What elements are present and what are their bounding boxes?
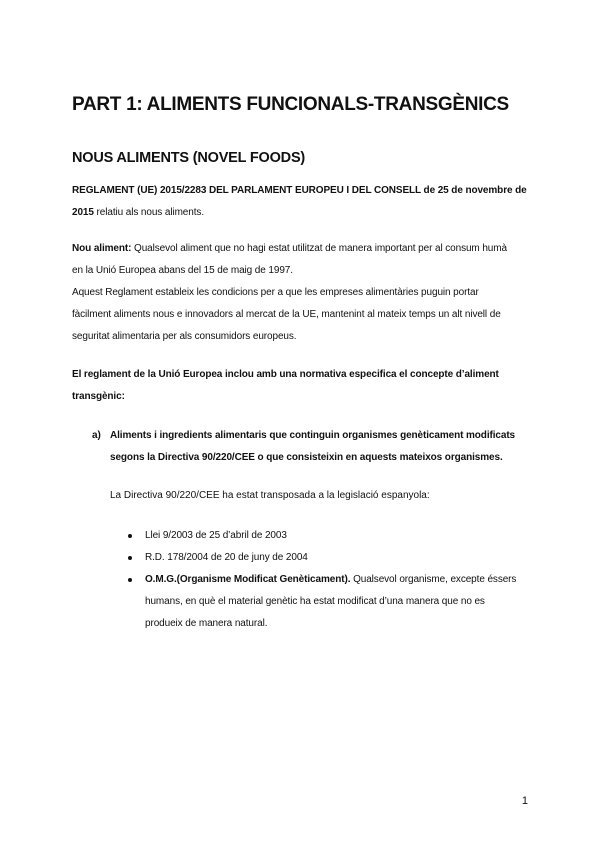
- bullet-dot-icon: [128, 578, 132, 582]
- page-title: PART 1: ALIMENTS FUNCIONALS-TRANSGÈNICS: [72, 94, 509, 115]
- reglament-line-2: [72, 202, 532, 224]
- list-item-line-1: Aliments i ingredients alimentaris que continguin organismes genèticament modificats: [110, 430, 516, 441]
- omg-term: O.M.G.(Organisme Modificat Genèticament).: [145, 574, 351, 585]
- omg-line-1: [145, 569, 516, 591]
- bullet-dot-icon: [128, 534, 132, 538]
- bullet-text: R.D. 178/2004 de 20 de juny de 2004: [145, 552, 308, 563]
- nou-aliment-label: Nou aliment:: [72, 243, 132, 254]
- reglament-year: 2015: [72, 207, 94, 218]
- directiva-note: La Directiva 90/220/CEE ha estat transposada a la legislació espanyola:: [110, 490, 430, 501]
- nou-aliment-line-4: fàcilment aliments nous e innovadors al mercat de la UE, mantenint al mateix temps un alt nivell de: [72, 309, 501, 320]
- reglament-description: relatiu als nous aliments.: [93, 207, 204, 218]
- page-number: 1: [521, 795, 528, 807]
- bullet-text: Llei 9/2003 de 25 d’abril de 2003: [145, 530, 287, 541]
- reglament-ue-line-2: transgènic:: [72, 391, 125, 402]
- nou-aliment-line-3: Aquest Reglament estableix les condicions per a que les empreses alimentàries puguin portar: [72, 287, 479, 298]
- bullet-item: [110, 569, 516, 635]
- nou-aliment-line-2: en la Unió Europea abans del 15 de maig de 1997.: [72, 265, 293, 276]
- omg-definition: Qualsevol organisme, excepte éssers: [350, 574, 517, 585]
- bullet-list: [110, 525, 516, 635]
- list-item-body: [110, 425, 515, 469]
- bullet-item: [110, 525, 516, 547]
- list-item-line-2: segons la Directiva 90/220/CEE o que consisteixin en aquests mateixos organismes.: [110, 452, 503, 463]
- nou-aliment-line-5: seguritat alimentaria per als consumidors europeus.: [72, 331, 297, 342]
- list-marker: a): [92, 430, 101, 441]
- omg-line-3: produeix de manera natural.: [145, 618, 268, 629]
- nou-aliment-line-1: [72, 238, 532, 260]
- reglament-line-1: REGLAMENT (UE) 2015/2283 DEL PARLAMENT EUROPEU I DEL CONSELL de 25 de novembre de: [72, 185, 527, 196]
- bullet-item: [110, 547, 516, 569]
- bullet-text-block: [145, 569, 516, 635]
- reglament-ue-paragraph: [72, 364, 532, 408]
- omg-line-2: humans, en què el material genètic ha estat modificat d’una manera que no es: [145, 596, 485, 607]
- nou-aliment-paragraph: [72, 238, 532, 348]
- bullet-dot-icon: [128, 556, 132, 560]
- section-heading: NOUS ALIMENTS (NOVEL FOODS): [72, 150, 306, 166]
- reglament-paragraph: [72, 180, 532, 224]
- reglament-ue-line-1: El reglament de la Unió Europea inclou amb una normativa especifica el concepte d’aliment: [72, 369, 499, 380]
- nou-aliment-definition: Qualsevol aliment que no hagi estat utilitzat de manera important per al consum humà: [131, 243, 507, 254]
